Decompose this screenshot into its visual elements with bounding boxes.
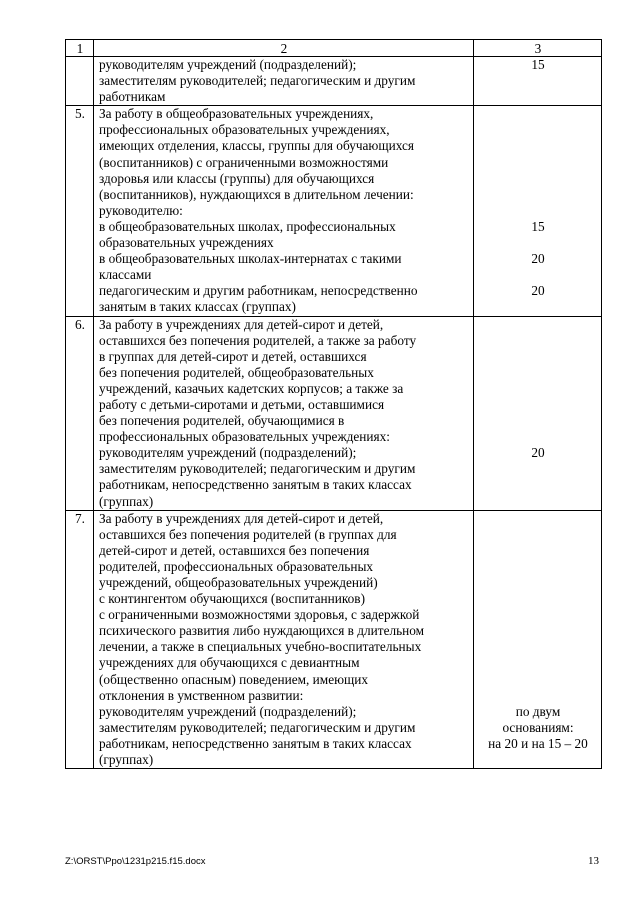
value-line: 20 — [531, 283, 545, 299]
value-spacer — [479, 155, 597, 171]
row-description — [94, 316, 474, 510]
table-row — [66, 510, 602, 769]
description-line: (общественно опасным) поведением, имеющих — [99, 671, 369, 687]
value-spacer — [479, 752, 597, 768]
value-spacer — [479, 349, 597, 365]
value-spacer — [479, 122, 597, 138]
description-line: занятым в таких классах (группах) — [99, 299, 296, 315]
description-line: профессиональных образовательных учреждениях, — [99, 122, 390, 138]
row-percent-value — [474, 106, 602, 316]
description-line: оставшихся без попечения родителей (в группах для — [99, 526, 397, 542]
value-spacer — [479, 106, 597, 122]
value-spacer — [479, 607, 597, 623]
description-line: заместителям руководителей; педагогическим и другим — [99, 461, 416, 477]
description-line: в группах для детей-сирот и детей, оставшихся — [99, 348, 367, 364]
description-line: (воспитанников) с ограниченными возможностями — [99, 154, 389, 170]
value-spacer — [479, 511, 597, 527]
description-line: без попечения родителей, общеобразовательных — [99, 364, 374, 380]
description-line: За работу в учреждениях для детей-сирот и детей, — [99, 510, 384, 526]
value-line: 20 — [531, 251, 545, 267]
value-spacer — [479, 543, 597, 559]
value-spacer — [479, 299, 597, 315]
description-line: педагогическим и другим работникам, непосредственно — [99, 283, 418, 299]
value-line: 20 — [531, 445, 545, 461]
value-line: по двум — [515, 703, 561, 719]
value-spacer — [479, 413, 597, 429]
footer-page-number: 13 — [588, 855, 599, 867]
value-spacer — [479, 429, 597, 445]
value-spacer — [479, 187, 597, 203]
description-line: родителей, профессиональных образовательных — [99, 558, 374, 574]
value-spacer — [479, 203, 597, 219]
row-percent-value — [474, 57, 602, 106]
table-row — [66, 57, 602, 106]
value-spacer — [479, 672, 597, 688]
description-line: работу с детьми-сиротами и детьми, оставшимися — [99, 396, 385, 412]
value-spacer — [479, 575, 597, 591]
row-description — [94, 510, 474, 769]
description-line: работникам, непосредственно занятым в таких классах — [99, 477, 412, 493]
header-col-3: 3 — [474, 40, 602, 57]
description-line: руководителям учреждений (подразделений); — [99, 57, 357, 72]
value-spacer — [479, 73, 597, 89]
description-line: заместителям руководителей; педагогическим и другим — [99, 719, 416, 735]
table-body — [66, 40, 602, 769]
value-spacer — [479, 171, 597, 187]
description-line: (воспитанников), нуждающихся в длительном лечении: — [99, 186, 414, 202]
description-line: заместителям руководителей; педагогическим и другим — [99, 73, 416, 89]
description-line: руководителям учреждений (подразделений); — [99, 445, 357, 461]
value-spacer — [479, 235, 597, 251]
value-line: 15 — [531, 218, 545, 234]
value-line: основаниям: — [502, 719, 574, 735]
row-number: 5. — [66, 106, 94, 316]
description-line: отклонения в умственном развитии: — [99, 687, 304, 703]
description-line: учреждений, казачьих кадетских корпусов; а также за — [99, 380, 404, 396]
value-spacer — [479, 623, 597, 639]
table-row — [66, 106, 602, 316]
description-line: без попечения родителей, обучающимися в — [99, 413, 345, 429]
value-spacer — [479, 494, 597, 510]
description-line: За работу в учреждениях для детей-сирот и детей, — [99, 316, 384, 332]
value-spacer — [479, 461, 597, 477]
value-spacer — [479, 267, 597, 283]
value-spacer — [479, 365, 597, 381]
row-number — [66, 57, 94, 106]
description-line: детей-сирот и детей, оставшихся без попечения — [99, 542, 370, 558]
value-spacer — [479, 477, 597, 493]
value-spacer — [479, 591, 597, 607]
description-line: профессиональных образовательных учреждениях: — [99, 429, 390, 445]
description-line: лечении, а также в специальных учебно-воспитательных — [99, 639, 422, 655]
value-spacer — [479, 527, 597, 543]
description-line: За работу в общеобразовательных учреждениях, — [99, 106, 374, 122]
footer-file-path: Z:\ORST\Ppo\1231p215.f15.docx — [65, 856, 206, 867]
row-percent-value — [474, 510, 602, 769]
description-line: руководителям учреждений (подразделений); — [99, 703, 357, 719]
value-spacer — [479, 317, 597, 333]
row-description — [94, 57, 474, 106]
header-col-1: 1 — [66, 40, 94, 57]
description-line: работникам, непосредственно занятым в таких классах — [99, 735, 412, 751]
table-row — [66, 316, 602, 510]
value-line: на 20 и на 15 – 20 — [488, 735, 588, 751]
value-spacer — [479, 333, 597, 349]
value-spacer — [479, 655, 597, 671]
description-line: в общеобразовательных школах, профессиональных — [99, 218, 396, 234]
table-header-row — [66, 40, 602, 57]
description-line: с ограниченными возможностями здоровья, с задержкой — [99, 607, 420, 623]
description-line: с контингентом обучающихся (воспитанников) — [99, 591, 366, 607]
value-spacer — [479, 89, 597, 105]
value-spacer — [479, 397, 597, 413]
description-line: учреждениях для обучающихся с девиантным — [99, 655, 360, 671]
description-line: имеющих отделения, классы, группы для обучающихся — [99, 138, 415, 154]
row-percent-value — [474, 316, 602, 510]
description-line: классами — [99, 267, 152, 283]
description-line: работникам — [99, 89, 166, 105]
allowance-table — [65, 39, 602, 769]
description-line: психического развития либо нуждающихся в длительном — [99, 623, 425, 639]
document-page — [65, 39, 601, 769]
description-line: (группах) — [99, 752, 154, 768]
description-line: образовательных учреждениях — [99, 235, 274, 251]
value-line: 15 — [531, 57, 545, 72]
description-line: руководителю: — [99, 202, 183, 218]
row-number: 6. — [66, 316, 94, 510]
description-line: оставшихся без попечения родителей, а также за работу — [99, 332, 417, 348]
value-spacer — [479, 559, 597, 575]
value-spacer — [479, 138, 597, 154]
row-description — [94, 106, 474, 316]
value-spacer — [479, 688, 597, 704]
description-line: в общеобразовательных школах-интернатах с такими — [99, 251, 402, 267]
description-line: (группах) — [99, 493, 154, 509]
description-line: здоровья или классы (группы) для обучающихся — [99, 170, 375, 186]
value-spacer — [479, 639, 597, 655]
description-line: учреждений, общеобразовательных учреждений) — [99, 575, 378, 590]
header-col-2: 2 — [94, 40, 474, 57]
value-spacer — [479, 381, 597, 397]
row-number: 7. — [66, 510, 94, 769]
